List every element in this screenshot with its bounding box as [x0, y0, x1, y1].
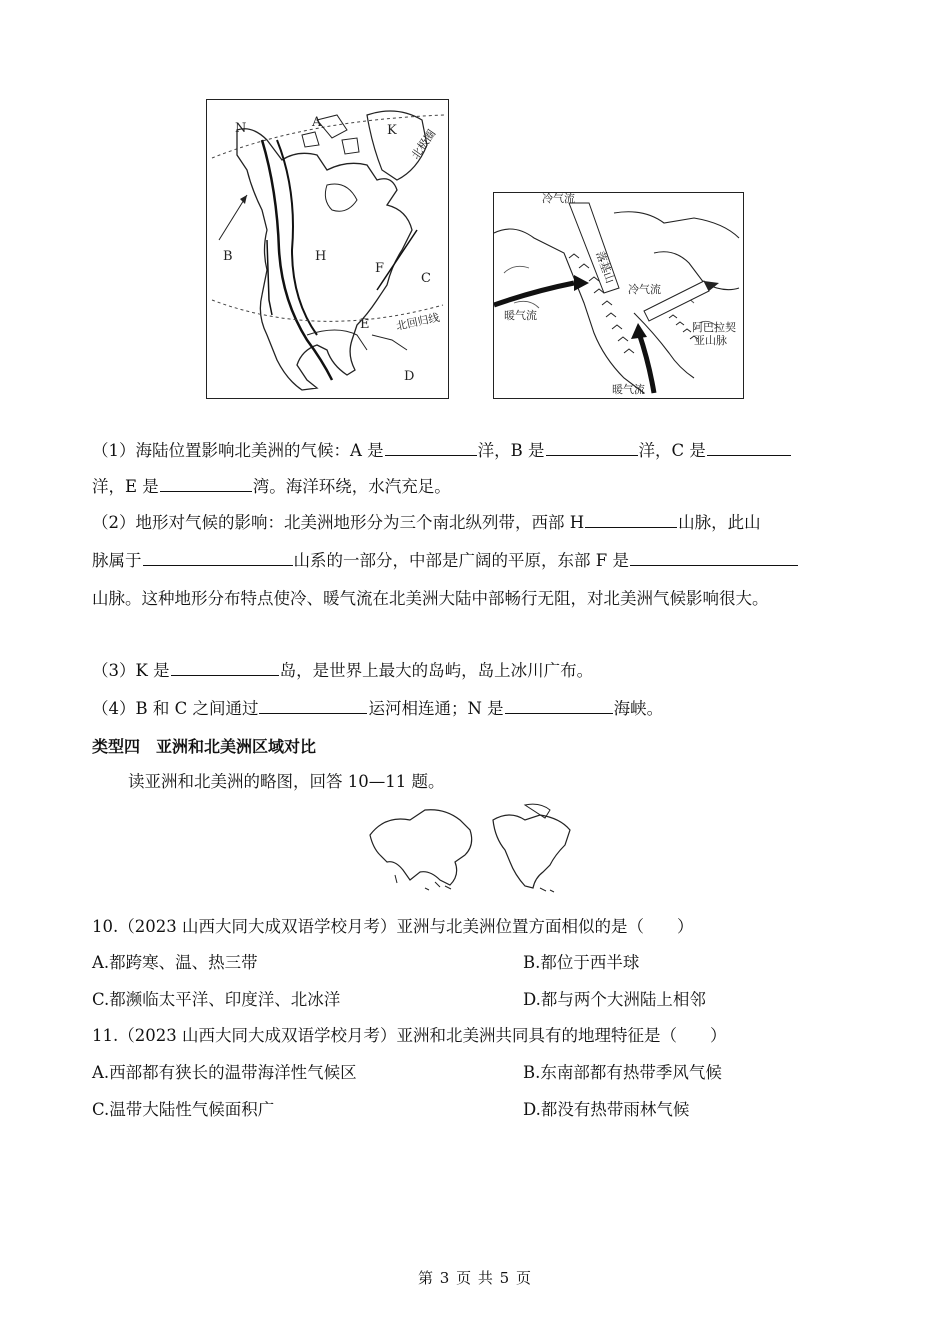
q10-option-b[interactable]: B.都位于西半球 — [523, 953, 640, 972]
q1-text-e: 湾。海洋环绕，水汽充足。 — [252, 477, 451, 496]
q2-line1 — [92, 509, 761, 533]
page-footer: 第 3 页 共 5 页 — [418, 1269, 532, 1287]
q1-text-a: （1）海陆位置影响北美洲的气候：A 是 — [92, 441, 384, 460]
asia-na-sketch-map — [365, 800, 585, 895]
q2-blank-h[interactable] — [585, 511, 677, 528]
q1-blank-a[interactable] — [385, 439, 477, 456]
label-c: C — [421, 271, 431, 286]
q11-option-b[interactable]: B.东南部都有热带季风气候 — [523, 1063, 722, 1082]
q11-option-c[interactable]: C.温带大陆性气候面积广 — [92, 1100, 275, 1119]
q2-text-a: （2）地形对气候的影响：北美洲地形分为三个南北纵列带，西部 H — [92, 513, 585, 532]
q2-blank-f[interactable] — [630, 549, 798, 566]
q4-blank-strait[interactable] — [505, 697, 613, 714]
rocky-label: 落基山 — [593, 249, 617, 286]
warm-current-bottom-label: 暖气流 — [612, 383, 645, 396]
label-f: F — [375, 261, 385, 276]
q11-option-d[interactable]: D.都没有热带雨林气候 — [523, 1100, 690, 1119]
q3-blank-k[interactable] — [171, 659, 279, 676]
appalachian-label-1: 阿巴拉契 — [692, 321, 736, 334]
label-b: B — [223, 249, 233, 264]
section-title: 类型四 亚洲和北美洲区域对比 — [92, 737, 317, 756]
q1-text-d: 洋，E 是 — [92, 477, 159, 496]
tropic-label: 北回归线 — [394, 311, 441, 333]
q2-text-b: 山脉，此山 — [678, 513, 761, 532]
q1-line1 — [92, 437, 792, 461]
q10-stem: 10.（2023 山西大同大成双语学校月考）亚洲与北美洲位置方面相似的是（ ） — [92, 917, 694, 936]
q1-line2 — [92, 473, 451, 497]
label-k: K — [387, 123, 397, 138]
q1-blank-b[interactable] — [546, 439, 638, 456]
arctic-circle-label: 北极圈 — [408, 127, 439, 162]
north-america-outline — [493, 815, 570, 888]
q1-text-b: 洋，B 是 — [477, 441, 545, 460]
q11-stem: 11.（2023 山西大同大成双语学校月考）亚洲和北美洲共同具有的地理特征是（ ） — [92, 1026, 727, 1045]
q10-option-a[interactable]: A.都跨寒、温、热三带 — [92, 953, 258, 972]
north-america-map — [206, 99, 449, 399]
q3-line — [92, 657, 593, 681]
cold-current-mid-label: 冷气流 — [628, 283, 661, 296]
q10-option-d[interactable]: D.都与两个大洲陆上相邻 — [523, 990, 706, 1009]
label-h: H — [315, 249, 327, 264]
q2-line3: 山脉。这种地形分布特点使冷、暖气流在北美洲大陆中部畅行无阻，对北美洲气候影响很大。 — [92, 589, 769, 608]
warm-current-left-label: 暖气流 — [504, 309, 537, 322]
q1-text-c: 洋，C 是 — [638, 441, 706, 460]
warm-current-left-arrow — [494, 283, 574, 305]
q2-text-d: 山系的一部分，中部是广阔的平原，东部 F 是 — [293, 551, 629, 570]
label-e: E — [360, 317, 370, 332]
q3-text-b: 岛，是世界上最大的岛屿，岛上冰川广布。 — [279, 661, 594, 680]
q4-line — [92, 695, 663, 719]
q4-text-c: 海峡。 — [613, 699, 664, 718]
q1-blank-c[interactable] — [707, 439, 791, 456]
q4-text-a: （4）B 和 C 之间通过 — [92, 699, 259, 718]
label-a: A — [312, 115, 322, 130]
q4-text-b: 运河相连通；N 是 — [368, 699, 504, 718]
cold-current-top-label: 冷气流 — [542, 193, 575, 205]
q2-text-c: 脉属于 — [92, 551, 142, 570]
q11-option-a[interactable]: A.西部都有狭长的温带海洋性气候区 — [92, 1063, 357, 1082]
q4-blank-canal[interactable] — [259, 697, 367, 714]
q10-option-c[interactable]: C.都濒临太平洋、印度洋、北冰洋 — [92, 990, 341, 1009]
q2-line2 — [92, 547, 799, 571]
section-intro: 读亚洲和北美洲的略图，回答 10—11 题。 — [128, 772, 445, 791]
q1-blank-e[interactable] — [160, 475, 252, 492]
label-n: N — [235, 121, 247, 136]
asia-outline — [370, 810, 472, 885]
q2-blank-system[interactable] — [143, 549, 293, 566]
appalachian-line — [377, 230, 417, 290]
air-current-map — [493, 192, 744, 399]
appalachian-label-2: 亚山脉 — [694, 334, 727, 347]
q3-text-a: （3）K 是 — [92, 661, 170, 680]
label-d: D — [404, 369, 415, 384]
